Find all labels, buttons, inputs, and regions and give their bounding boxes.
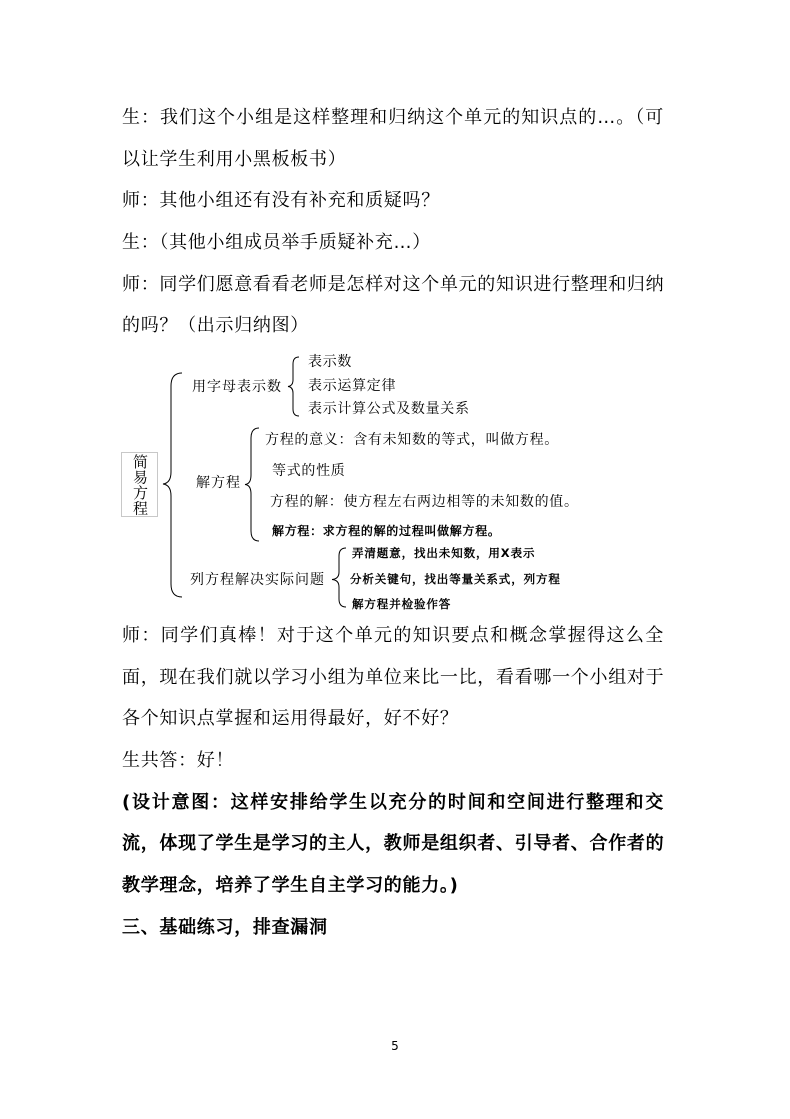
branch-item: 弄清题意，找出未知数，用X表示 [352, 546, 536, 560]
paragraph-teacher-praise [122, 615, 664, 740]
dialogue-section-bottom [122, 615, 664, 949]
branch-item: 分析关键句，找出等量关系式，列方程 [350, 572, 561, 586]
text-line: 的吗？（出示归纳图） [122, 315, 309, 337]
diagram-root-box [121, 452, 158, 517]
branch-item: 等式的性质 [272, 463, 346, 479]
text-line: 生共答：好！ [122, 750, 235, 772]
text-line: 教学理念，培养了学生自主学习的能力。) [122, 875, 459, 897]
text-line: 各个知识点掌握和运用得最好，好不好？ [122, 708, 459, 730]
branch-brace-word-problems [332, 548, 346, 607]
text-line: 流，体现了学生是学习的主人，教师是组织者、引导者、合作者的 [122, 833, 665, 855]
branch-label-letters: 用字母表示数 [192, 379, 282, 395]
branch-item: 方程的解：使方程左右两边相等的未知数的值。 [270, 494, 579, 510]
branch-label-solve: 解方程 [196, 475, 241, 491]
section-heading: 三、基础练习，排查漏洞 [122, 916, 328, 938]
text-line: (设计意图：这样安排给学生以充分的时间和空间进行整理和交 [122, 791, 664, 813]
page-number: 5 [391, 1039, 399, 1053]
branch-item: 方程的意义：含有未知数的等式，叫做方程。 [265, 432, 559, 448]
text-line: 师：同学们真棒！对于这个单元的知识要点和概念掌握得这么全 [122, 625, 664, 646]
branch-item: 解方程：求方程的解的过程叫做解方程。 [272, 524, 501, 538]
branch-item: 表示计算公式及数量关系 [308, 401, 470, 417]
branch-item: 解方程并检验作答 [352, 597, 452, 611]
branch-brace-solve [245, 428, 259, 541]
paragraph-students-answer [122, 740, 664, 782]
diagram-root-label: 简易方程 [131, 454, 149, 516]
branch-item: 表示运算定律 [308, 378, 397, 394]
text-line: 师：其他小组还有没有补充和质疑吗？ [122, 190, 440, 212]
text-line: 面，现在我们就以学习小组为单位来比一比，看看哪一个小组对于 [122, 666, 665, 688]
branch-label-word-problems: 列方程解决实际问题 [190, 572, 325, 588]
text-line: 生：我们这个小组是这样整理和归纳这个单元的知识点的…。（可 [122, 107, 664, 128]
root-brace [163, 373, 182, 597]
text-line: 以让学生利用小黑板板书） [122, 148, 347, 170]
text-line: 生：（其他小组成员举手质疑补充…） [122, 232, 431, 254]
branch-item: 表示数 [308, 354, 353, 370]
branch-brace-letters [288, 357, 299, 416]
text-line: 师：同学们愿意看看老师是怎样对这个单元的知识进行整理和归纳 [122, 273, 665, 295]
paragraph-design-intent [122, 782, 664, 907]
